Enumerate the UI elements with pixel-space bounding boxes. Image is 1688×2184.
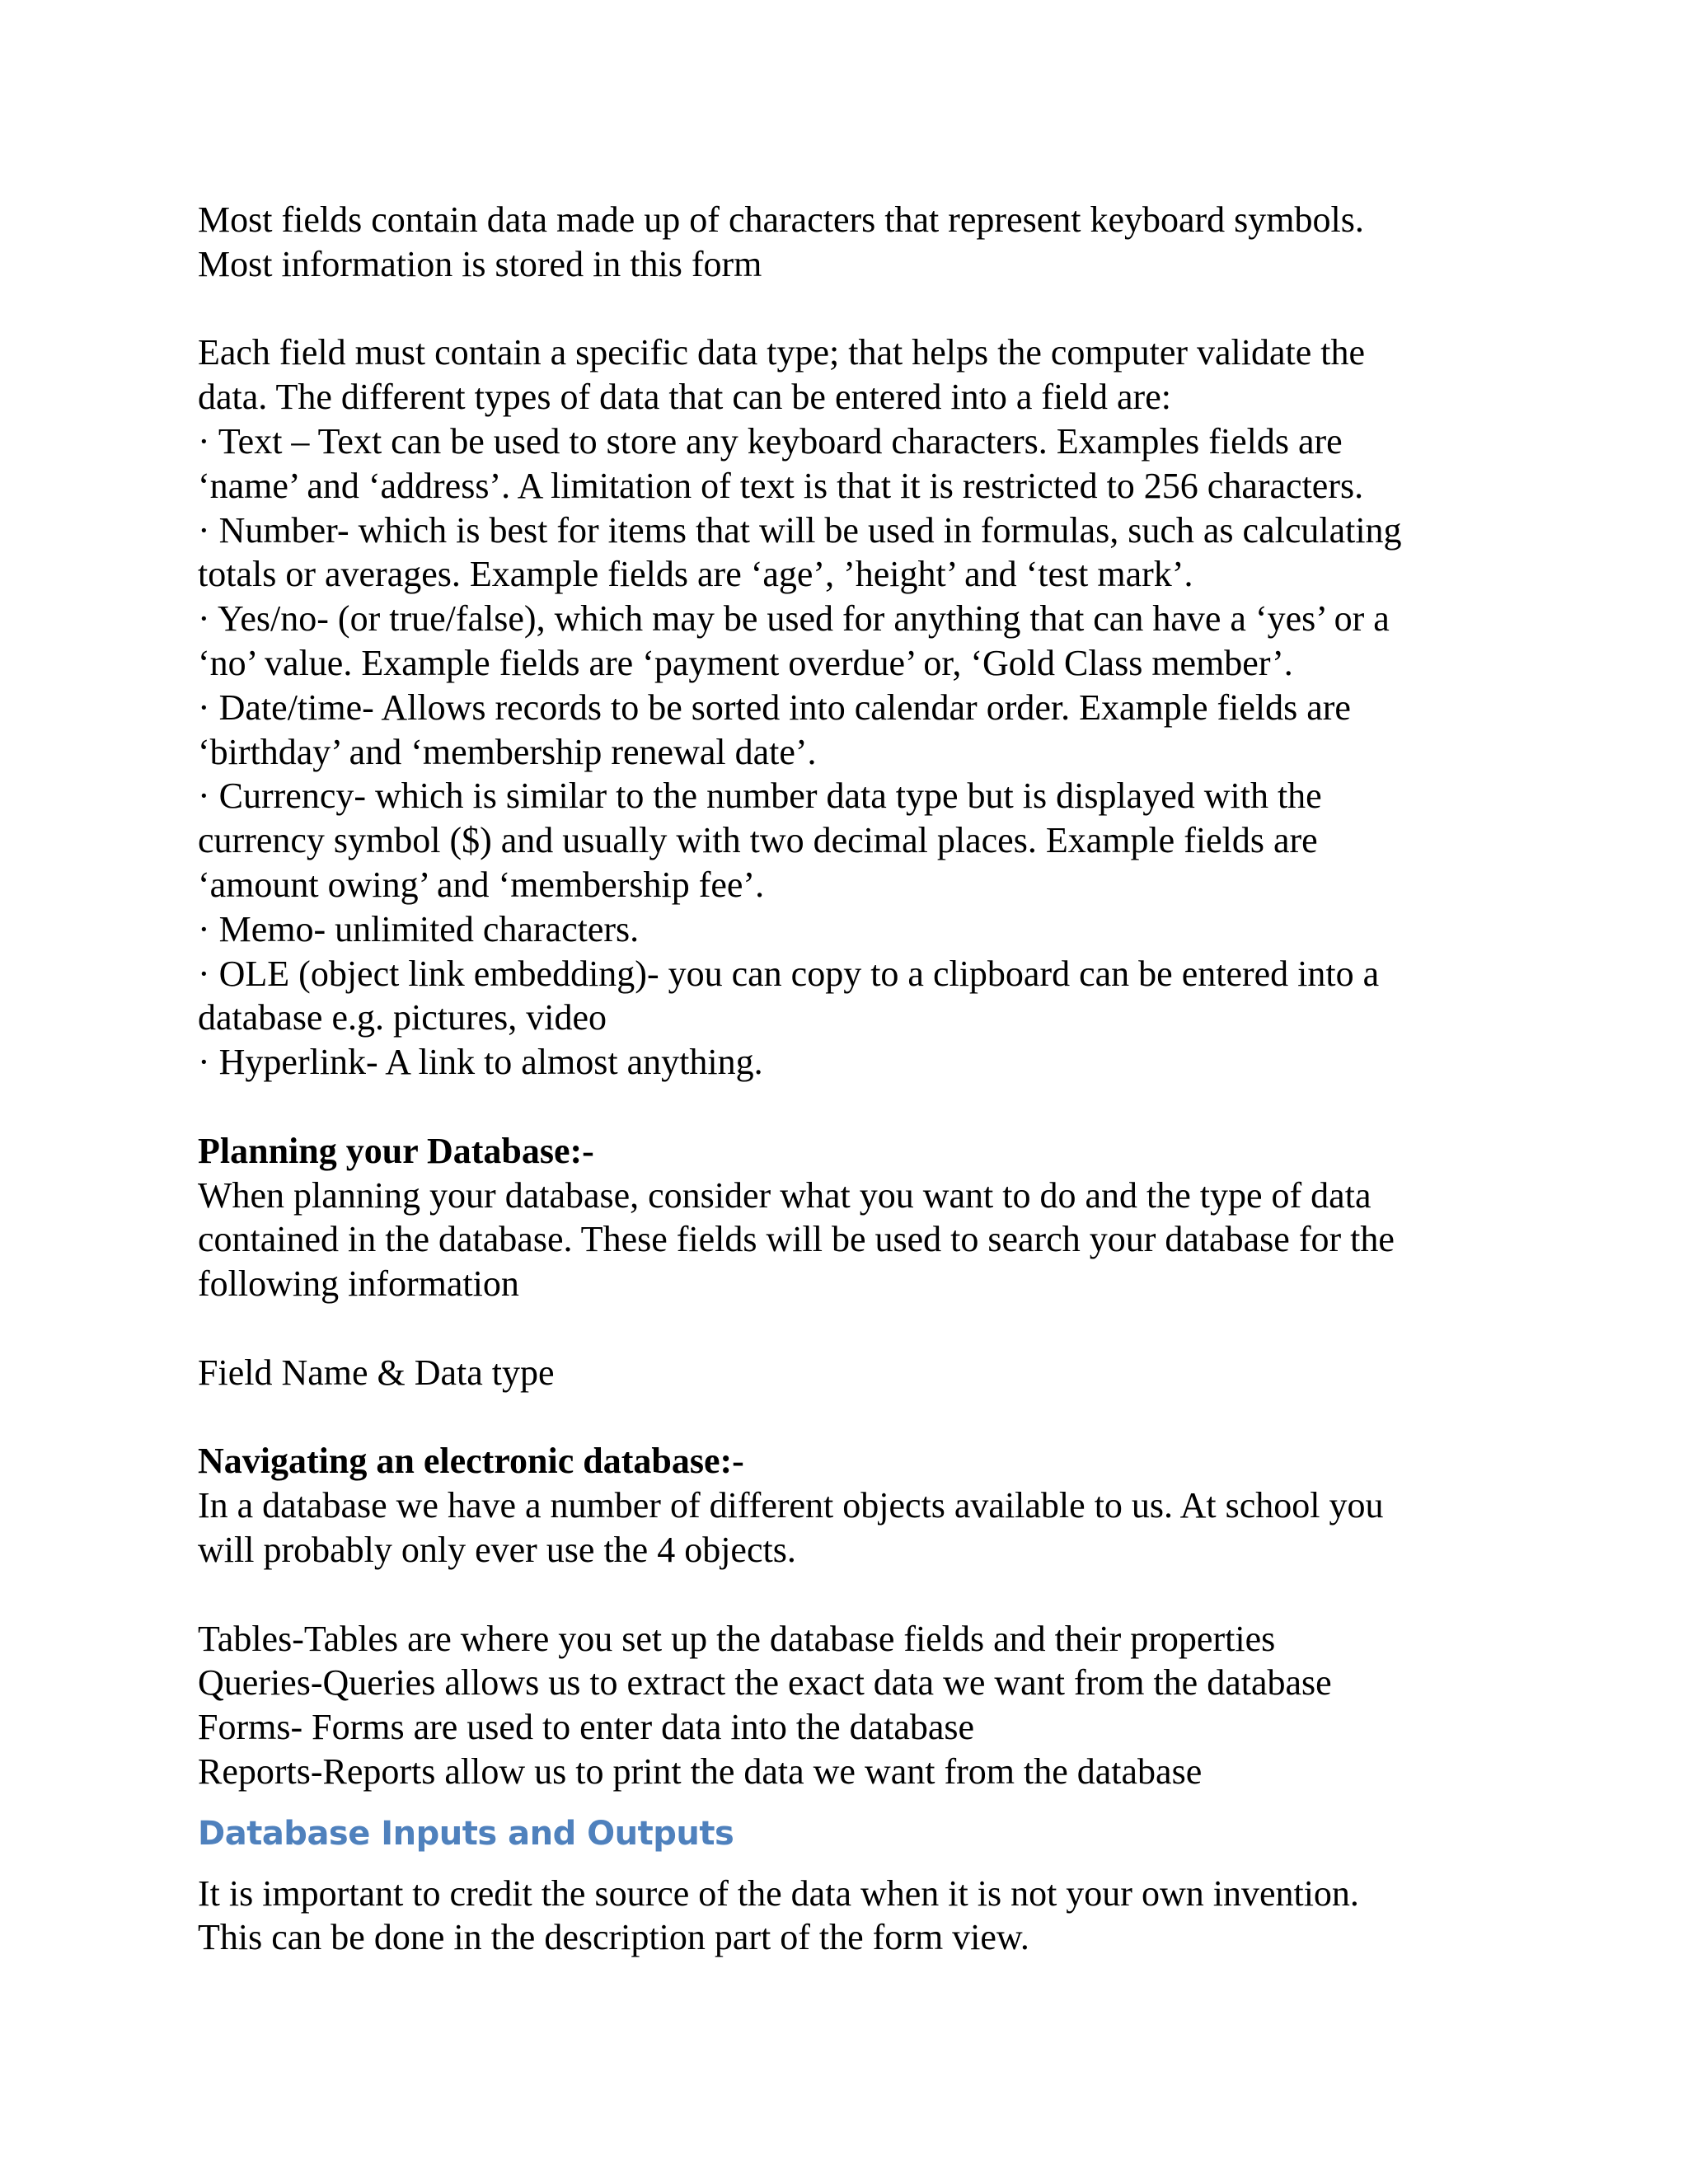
navigating-section [198,1439,1517,1793]
text-line: ‘no’ value. Example fields are ‘payment overdue’ or, ‘Gold Class member’. [198,642,1293,683]
object-reports: Reports-Reports allow us to print the data we want from the database [198,1750,1203,1792]
list-item-hyperlink: · Hyperlink- A link to almost anything. [198,1042,763,1083]
navigating-heading: Navigating an electronic database:- [198,1441,744,1482]
blank-line [198,287,1517,331]
field-name-data-type: Field Name & Data type [198,1352,555,1393]
planning-heading: Planning your Database:- [198,1130,594,1171]
text-line: will probably only ever use the 4 objects. [198,1529,796,1570]
object-queries: Queries-Queries allows us to extract the exact data we want from the database [198,1662,1332,1704]
list-item-yes-no: · Yes/no- (or true/false), which may be used for anything that can have a ‘yes’ or a [198,598,1390,640]
list-item-ole: · OLE (object link embedding)- you can copy to a clipboard can be entered into a [198,953,1380,994]
text-line: ‘birthday’ and ‘membership renewal date’. [198,731,817,772]
text-line: When planning your database, consider what you want to do and the type of data [198,1174,1372,1216]
text-line: This can be done in the description part of the form view. [198,1917,1029,1958]
section-heading: Database Inputs and Outputs [198,1814,734,1853]
text-line: ‘amount owing’ and ‘membership fee’. [198,864,765,905]
document-page [198,198,1517,1960]
list-item-text: · Text – Text can be used to store any keyboard characters. Examples fields are [198,420,1343,462]
text-line: following information [198,1263,519,1305]
text-line: currency symbol ($) and usually with two decimal places. Example fields are [198,820,1318,861]
text-line: It is important to credit the source of the data when it is not your own invention. [198,1872,1359,1914]
list-item-number: · Number- which is best for items that will be used in formulas, such as calculating [198,509,1402,551]
text-line: ‘name’ and ‘address’. A limitation of text is that it is restricted to 256 characters. [198,465,1364,506]
list-item-date-time: · Date/time- Allows records to be sorted into calendar order. Example fields are [198,687,1351,728]
blank-line [198,1085,1517,1129]
inputs-outputs-paragraph [198,1872,1517,1961]
text-line: data. The different types of data that can be entered into a field are: [198,377,1171,418]
text-line: totals or averages. Example fields are ‘age’, ’height’ and ‘test mark’. [198,554,1193,595]
blank-line [198,1572,1517,1617]
object-forms: Forms- Forms are used to enter data into the database [198,1707,975,1748]
text-line: In a database we have a number of different objects available to us. At school you [198,1485,1384,1526]
planning-section [198,1129,1517,1395]
text-line: Most information is stored in this form [198,243,762,284]
text-line: contained in the database. These fields will be used to search your database for the [198,1219,1395,1260]
text-line: database e.g. pictures, video [198,997,607,1038]
data-types-paragraph [198,330,1517,1085]
list-item-currency: · Currency- which is similar to the number data type but is displayed with the [198,776,1322,817]
text-line: Most fields contain data made up of characters that represent keyboard symbols. [198,199,1364,240]
text-line: Each field must contain a specific data type; that helps the computer validate the [198,332,1366,373]
intro-paragraph [198,198,1517,287]
list-item-memo: · Memo- unlimited characters. [198,908,640,949]
blank-line [198,1395,1517,1440]
object-tables: Tables-Tables are where you set up the database fields and their properties [198,1618,1276,1659]
blank-line [198,1306,1517,1351]
